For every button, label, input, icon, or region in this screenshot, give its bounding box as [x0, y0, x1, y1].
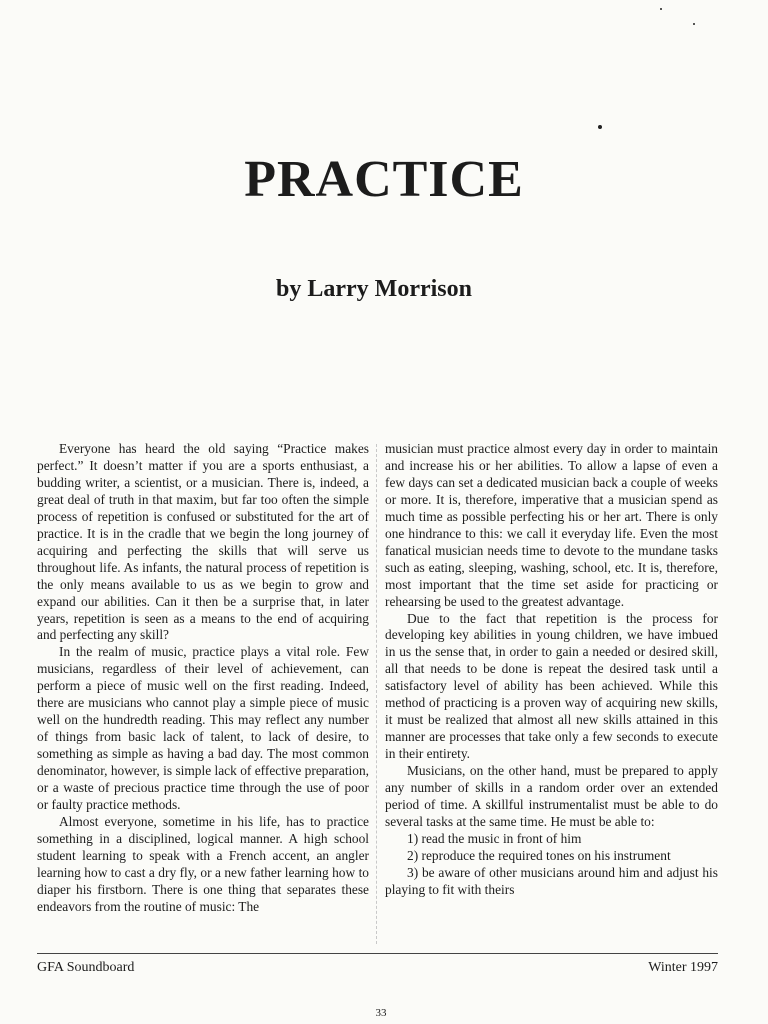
scan-speck: [660, 8, 662, 10]
footer-publication: GFA Soundboard: [37, 960, 135, 975]
scan-speck: [598, 125, 602, 129]
footer-rule: [37, 953, 718, 954]
list-item: [385, 831, 718, 848]
article-byline: by Larry Morrison: [276, 276, 472, 302]
article-title: PRACTICE: [244, 151, 524, 208]
paragraph: Due to the fact that repetition is the process for developing key abilities in young children, we have imbued in us the sense that, in order to gain a needed or desired skill, all that needs to be done is repeat the desired task until a satisfactory level of ability has been achieved. While this method of practicing is a proven way of acquiring new skills, it must be realized that almost all new skills attained in this manner are processes that take only a few seconds to execute in their entirety.: [385, 610, 718, 762]
list-item: [385, 848, 718, 865]
list-item: [385, 865, 718, 899]
list-item-text: read the music in front of him: [421, 830, 582, 846]
scan-speck: [693, 23, 695, 25]
paragraph: Everyone has heard the old saying “Practice makes perfect.” It doesn’t matter if you are a sports enthusiast, a budding writer, a scientist, or a musician. There is, indeed, a great deal of truth in that maxim, but far too often the simple process of repetition is confused or substituted for the art of practice. It is in the cradle that we begin the long journey of acquiring and perfecting the skills that will serve us throughout life. As infants, the natural process of repetition is the only means available to us as we begin to grow and expand our abilities. Can it then be a surprise that, in later years, repetition is seen as a means to the end of acquiring and perfecting any skill?: [37, 441, 369, 643]
list-item-number: 2): [407, 847, 419, 863]
paragraph: Almost everyone, sometime in his life, has to practice something in a disciplined, logical manner. A high school student learning to speak with a French accent, an angler learning how to cast a dry fly, or a new father learning how to diaper his firstborn. There is one thing that separates these endeavors from the routine of music: The: [37, 813, 369, 914]
footer-issue: Winter 1997: [648, 960, 718, 975]
column-divider: [376, 444, 377, 944]
list-item-text: reproduce the required tones on his instrument: [421, 847, 671, 863]
paragraph: In the realm of music, practice plays a vital role. Few musicians, regardless of their level of achievement, can perform a piece of music well on the first reading. Indeed, there are musicians who cannot play a simple piece of music well on the hundredth reading. This may reflect any number of things from basic lack of talent, to lack of desire, to something as simple as having a bad day. The most common denominator, however, is simple lack of effective preparation, or a waste of precious practice time through the use of poor or faulty practice methods.: [37, 644, 369, 813]
paragraph: Musicians, on the other hand, must be prepared to apply any number of skills in a random order over an extended period of time. A skillful instrumentalist must be able to do several tasks at the same time. He must be able to:: [385, 763, 718, 829]
list-item-number: 3): [407, 864, 419, 880]
page-number: 33: [375, 1007, 387, 1019]
right-column: [385, 441, 718, 899]
list-item-number: 1): [407, 830, 419, 846]
paragraph: musician must practice almost every day in order to maintain and increase his or her abilities. To allow a lapse of even a few days can set a dedicated musician back a couple of weeks or more. It is, therefore, imperative that a musician spend as much time as possible perfecting his or her art. There is only one hindrance to this: we call it everyday life. Even the most fanatical musician needs time to devote to the mundane tasks such as eating, sleeping, washing, school, etc. It is, therefore, most important that the time set aside for practicing or rehearsing be used to the greatest advantage.: [385, 441, 718, 609]
left-column: [37, 441, 369, 916]
list-item-text: be aware of other musicians around him and adjust his playing to fit with theirs: [385, 864, 718, 897]
